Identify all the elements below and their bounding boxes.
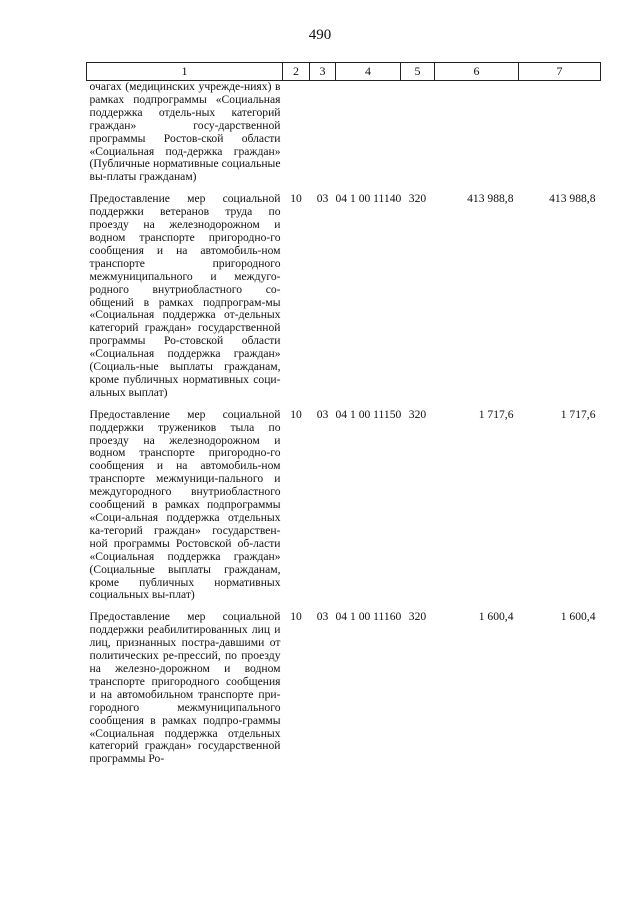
col-header-6: 6 — [435, 63, 519, 81]
row-target-article: 04 1 00 11160 — [335, 610, 402, 624]
table-row — [87, 193, 601, 400]
table-row — [87, 81, 601, 185]
col-header-5: 5 — [401, 63, 435, 81]
col-header-7: 7 — [519, 63, 601, 81]
row-section: 10 — [290, 610, 302, 624]
row-amount-1: 1 717,6 — [478, 407, 514, 421]
row-section: 10 — [290, 407, 302, 421]
row-description: Предоставление мер социальной поддержки реабилитированных лиц и лиц, признанных постра-давшими от политических ре-прессий, по проезду на железно-дорожном и водном транспорте пригородного сообщения и на автомобильном транспорте при-городного межмуниципального сообщения в рамках подпро-граммы «Социальная поддержка отдельных категорий граждан» государственной программы Ро- — [89, 610, 281, 766]
col-header-2: 2 — [283, 63, 310, 81]
row-subsection: 03 — [316, 192, 329, 206]
row-description: очагах (медицинских учрежде-ниях) в рамках подпрограммы «Социальная поддержка отдель-ных категорий граждан» госу-дарственной программы Ростов-ской области «Социальная под-держка граждан» (Публичные нормативные социальные вы-платы гражданам) — [89, 80, 281, 184]
row-expense-type: 320 — [408, 192, 427, 206]
row-target-article: 04 1 00 11140 — [335, 192, 402, 206]
row-description: Предоставление мер социальной поддержки ветеранов труда по проезду на железнодорожном и водном транспорте пригородно-го сообщения и на автомобиль-ном транспорте пригородного межмуниципального и междуго-родного внутриобластного со-общений в рамках подпрограм-мы «Социальная поддержка от-дельных категорий граждан» государственной программы Ро-стовской области «Социальная поддержка граждан» (Социаль-ные выплаты гражданам, кроме публичных нормативных соци-альных выплат) — [89, 192, 281, 399]
col-header-4: 4 — [336, 63, 401, 81]
row-amount-1: 413 988,8 — [467, 192, 514, 206]
col-header-3: 3 — [310, 63, 336, 81]
row-amount-2: 1 717,6 — [560, 407, 596, 421]
row-section — [283, 81, 310, 185]
row-amount-1: 1 600,4 — [478, 610, 514, 624]
table-row — [87, 409, 601, 603]
page-number: 490 — [308, 27, 332, 43]
col-header-1: 1 — [87, 63, 283, 81]
row-description: Предоставление мер социальной поддержки тружеников тыла по проезду на железнодорожном и водном транспорте пригородно-го сообщения и на автомобиль-ном транспорте межмуници-пального и междугородного внутриобластного сообщений в рамках подпрограммы «Соци-альная поддержка отдельных ка-тегорий граждан» государствен-ной программы Ростовской об-ласти «Социальная поддержка граждан» (Социальные выплаты гражданам, кроме публичных нормативных социальных вы-плат) — [89, 407, 281, 602]
table-header-row — [87, 63, 601, 81]
row-target-article — [336, 81, 401, 185]
row-subsection — [310, 81, 336, 185]
budget-table — [86, 62, 601, 766]
row-expense-type: 320 — [408, 610, 427, 624]
row-section: 10 — [290, 192, 302, 206]
row-amount-2: 1 600,4 — [560, 610, 596, 624]
row-subsection: 03 — [316, 610, 329, 624]
row-expense-type — [401, 81, 435, 185]
row-target-article: 04 1 00 11150 — [335, 407, 402, 421]
row-expense-type: 320 — [408, 407, 427, 421]
row-subsection: 03 — [316, 407, 329, 421]
table-row — [87, 611, 601, 766]
row-amount-2 — [519, 81, 601, 185]
row-amount-2: 413 988,8 — [549, 192, 596, 206]
row-amount-1 — [435, 81, 519, 185]
